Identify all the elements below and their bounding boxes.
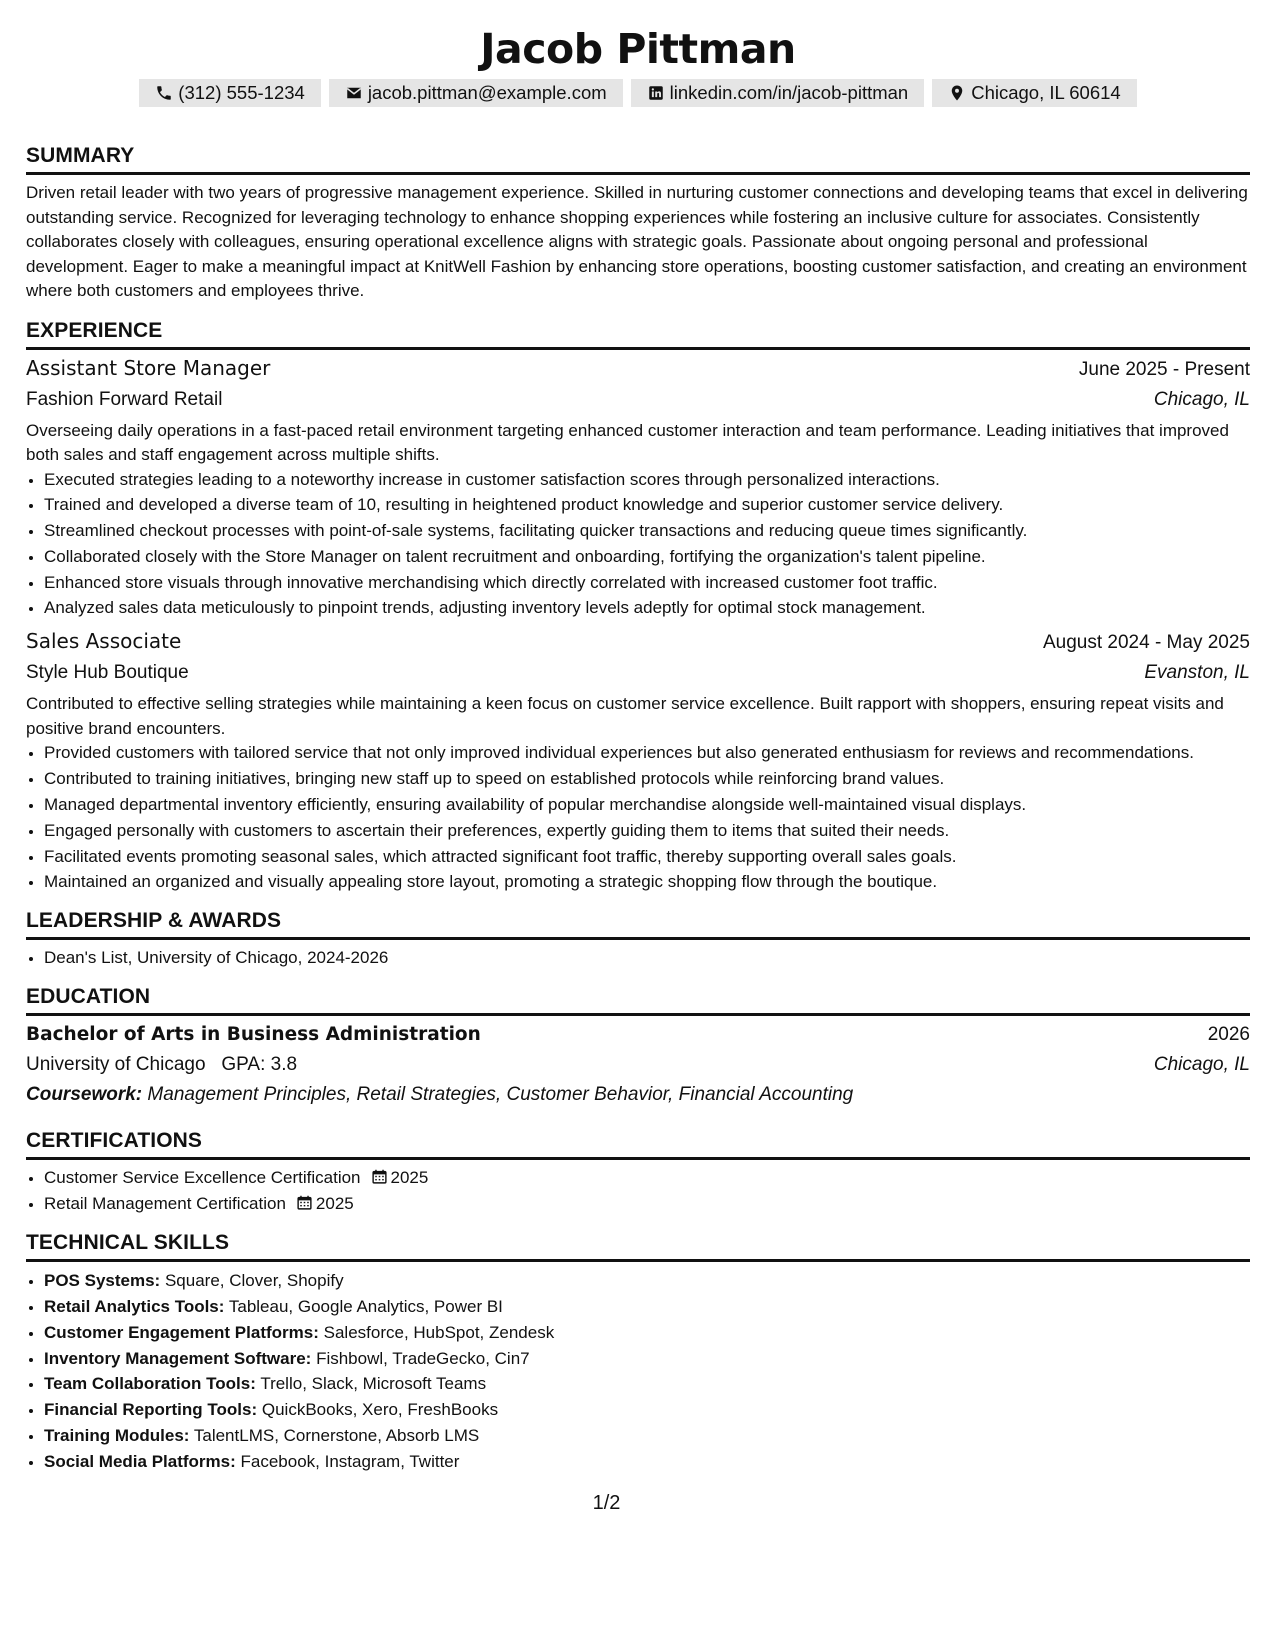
job-description: Contributed to effective selling strategies while maintaining a keen focus on customer service excellence. Built rapport with shoppers, ensuring repeat visits and positive brand encounters. — [26, 694, 1224, 738]
candidate-name: Jacob Pittman — [480, 25, 796, 73]
skill-label: Social Media Platforms: — [44, 1451, 236, 1471]
contact-bar — [26, 79, 1250, 107]
list-item — [44, 1347, 1250, 1371]
phone-text: (312) 555-1234 — [178, 82, 305, 103]
list-item: • Contributed to training initiatives, bringing new staff up to speed on established protocols while reinforcing brand values. — [44, 767, 1250, 791]
coursework-list: Management Principles, Retail Strategies, Customer Behavior, Financial Accounting — [147, 1084, 854, 1106]
calendar-icon — [296, 1194, 313, 1211]
certifications-list — [26, 1166, 1250, 1216]
location-pin-icon — [948, 84, 966, 102]
list-item: • Managed departmental inventory efficiently, ensuring availability of popular merchandise alongside well-maintained visual displays. — [44, 793, 1250, 817]
list-item: • Dean's List, University of Chicago, 2024-2026 — [44, 946, 1250, 970]
resume-page — [26, 22, 1250, 1476]
contact-linkedin[interactable] — [631, 79, 925, 107]
list-item: • Provided customers with tailored service that not only improved individual experiences but also generated enthusiasm for reviews and recommendations. — [44, 741, 1250, 765]
skill-label: Team Collaboration Tools: — [44, 1374, 256, 1394]
section-title-certifications: CERTIFICATIONS — [26, 1128, 1250, 1160]
list-item: • Executed strategies leading to a noteworthy increase in customer satisfaction scores through personalized interactions. — [44, 468, 1250, 492]
summary-section — [26, 143, 1250, 304]
skill-label: POS Systems: — [44, 1271, 161, 1291]
section-title-summary: SUMMARY — [26, 143, 1250, 175]
list-item: • Collaborated closely with the Store Manager on talent recruitment and onboarding, fortifying the organization's talent pipeline. — [44, 545, 1250, 569]
list-item: • Engaged personally with customers to ascertain their preferences, expertly guiding them to items that suited their needs. — [44, 819, 1250, 843]
list-item — [44, 1372, 1250, 1396]
skill-value: TalentLMS, Cornerstone, Absorb LMS — [193, 1426, 480, 1446]
job-company: Fashion Forward Retail — [26, 388, 223, 410]
job-dates: August 2024 - May 2025 — [1042, 632, 1250, 654]
section-title-skills: TECHNICAL SKILLS — [26, 1230, 1250, 1262]
certifications-section — [26, 1128, 1250, 1216]
email-text: jacob.pittman@example.com — [367, 82, 607, 103]
linkedin-text: linkedin.com/in/jacob-pittman — [669, 82, 909, 103]
list-item — [44, 1192, 1250, 1216]
certification-name: Customer Service Excellence Certification — [44, 1168, 361, 1188]
certification-name: Retail Management Certification — [44, 1194, 286, 1214]
job-entry — [26, 626, 1250, 894]
experience-section — [26, 318, 1250, 895]
list-item — [44, 1295, 1250, 1319]
certification-year: 2025 — [315, 1194, 354, 1214]
skill-value: Fishbowl, TradeGecko, Cin7 — [316, 1348, 530, 1368]
coursework — [26, 1080, 1250, 1110]
leadership-section — [26, 908, 1250, 970]
school-location: Chicago, IL — [1153, 1054, 1250, 1076]
skills-section — [26, 1230, 1250, 1474]
skills-list — [26, 1269, 1250, 1474]
skill-label: Inventory Management Software: — [44, 1348, 312, 1368]
skill-label: Financial Reporting Tools: — [44, 1400, 258, 1420]
envelope-icon — [345, 84, 363, 102]
linkedin-icon — [647, 84, 665, 102]
list-item — [44, 1269, 1250, 1293]
skill-label: Customer Engagement Platforms: — [44, 1322, 319, 1342]
job-entry — [26, 353, 1250, 621]
calendar-icon — [371, 1168, 388, 1185]
list-item: • Trained and developed a diverse team of 10, resulting in heightened product knowledge and superior customer service delivery. — [44, 493, 1250, 517]
coursework-label: Coursework: — [26, 1084, 143, 1106]
skill-value: QuickBooks, Xero, FreshBooks — [261, 1400, 499, 1420]
job-bullets — [26, 741, 1250, 894]
skill-value: Facebook, Instagram, Twitter — [240, 1451, 460, 1471]
skill-value: Tableau, Google Analytics, Power BI — [228, 1297, 503, 1317]
contact-location[interactable] — [932, 79, 1136, 107]
job-title: Sales Associate — [26, 629, 182, 654]
section-title-education: EDUCATION — [26, 984, 1250, 1016]
job-company: Style Hub Boutique — [26, 662, 189, 684]
location-text: Chicago, IL 60614 — [971, 82, 1121, 103]
degree-title: Bachelor of Arts in Business Administration — [26, 1024, 481, 1046]
contact-phone[interactable] — [139, 79, 321, 107]
skill-value: Trello, Slack, Microsoft Teams — [260, 1374, 487, 1394]
list-item — [44, 1450, 1250, 1474]
summary-text: Driven retail leader with two years of progressive management experience. Skilled in nurturing customer connections and developing teams that excel in delivering outstanding service. Recognized for leveraging technology to enhance shopping experiences while fostering an inclusive culture for associates. Consistently collaborates closely with colleagues, ensuring operational excellence aligns with strategic goals. Passionate about ongoing personal and professional development. Eager to make a meaningful impact at KnitWell Fashion by enhancing store operations, boosting customer satisfaction, and creating an environment where both customers and employees thrive. — [26, 183, 1248, 300]
list-item — [44, 1166, 1250, 1190]
phone-icon — [155, 84, 173, 102]
list-item — [44, 1398, 1250, 1422]
list-item: • Analyzed sales data meticulously to pinpoint trends, adjusting inventory levels adeptly for optimal stock management. — [44, 596, 1250, 620]
job-location: Evanston, IL — [1144, 662, 1250, 684]
job-title: Assistant Store Manager — [26, 355, 271, 380]
job-location: Chicago, IL — [1153, 388, 1250, 410]
skill-label: Training Modules: — [44, 1426, 190, 1446]
section-title-experience: EXPERIENCE — [26, 318, 1250, 350]
leadership-list — [26, 946, 1250, 970]
skill-value: Square, Clover, Shopify — [164, 1271, 344, 1291]
section-title-leadership: LEADERSHIP & AWARDS — [26, 908, 1250, 940]
skill-label: Retail Analytics Tools: — [44, 1297, 225, 1317]
list-item: • Facilitated events promoting seasonal sales, which attracted significant foot traffic, thereby supporting overall sales goals. — [44, 845, 1250, 869]
contact-email[interactable] — [329, 79, 623, 107]
list-item — [44, 1424, 1250, 1448]
list-item: • Streamlined checkout processes with point-of-sale systems, facilitating quicker transactions and reducing queue times significantly. — [44, 519, 1250, 543]
gpa: GPA: 3.8 — [221, 1054, 298, 1076]
list-item — [44, 1321, 1250, 1345]
job-bullets — [26, 468, 1250, 621]
list-item: • Enhanced store visuals through innovative merchandising which directly correlated with increased customer foot traffic. — [44, 571, 1250, 595]
list-item: • Maintained an organized and visually appealing store layout, promoting a strategic shopping flow through the boutique. — [44, 870, 1250, 894]
job-description: Overseeing daily operations in a fast-paced retail environment targeting enhanced customer interaction and team performance. Leading initiatives that improved both sales and staff engagement across multiple shifts. — [26, 420, 1229, 464]
graduation-year: 2026 — [1207, 1024, 1250, 1046]
certification-year: 2025 — [390, 1168, 429, 1188]
skill-value: Salesforce, HubSpot, Zendesk — [323, 1322, 555, 1342]
school-name: University of Chicago — [26, 1054, 206, 1076]
page-number: 1/2 — [592, 1492, 621, 1514]
education-section — [26, 984, 1250, 1110]
job-dates: June 2025 - Present — [1078, 358, 1250, 380]
